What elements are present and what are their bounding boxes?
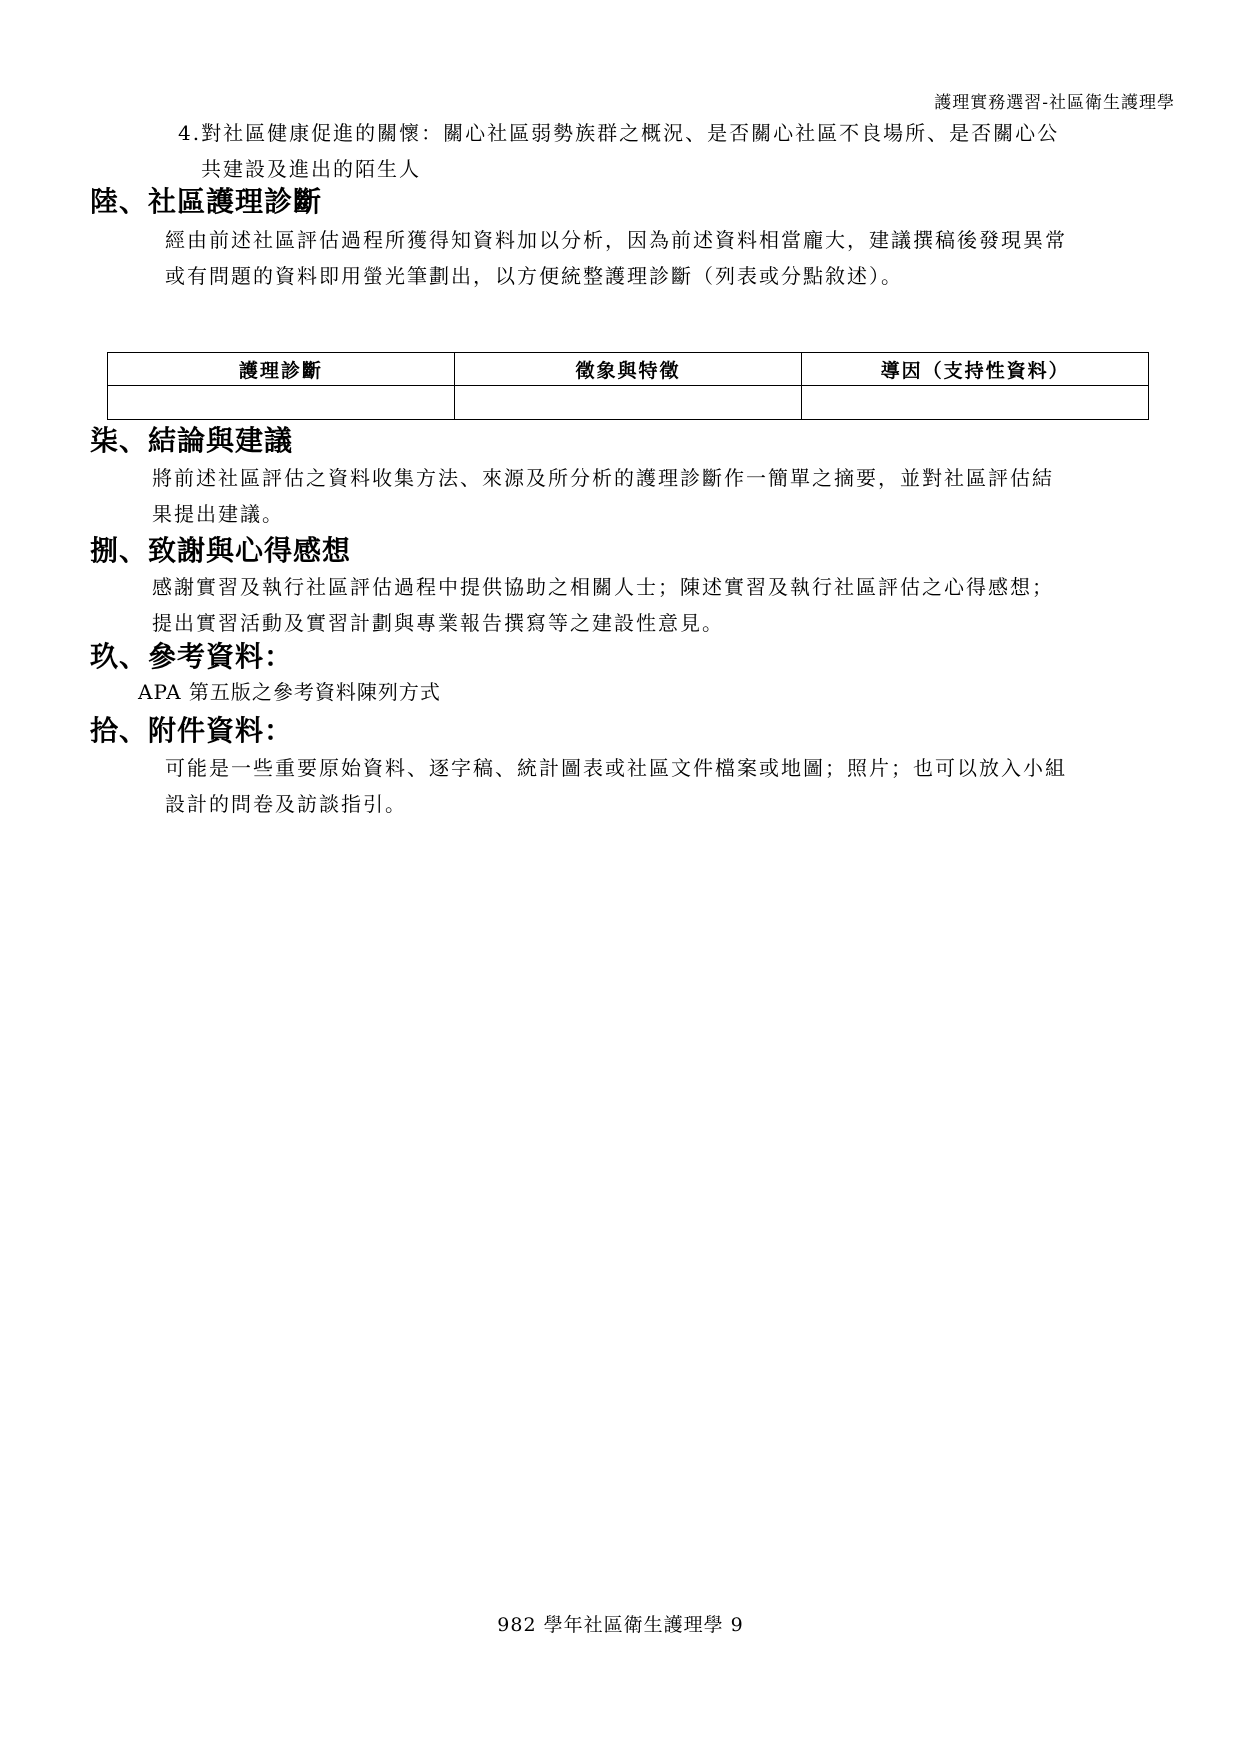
item-4-line-2: 共建設及進出的陌生人 — [201, 157, 421, 181]
table-row — [108, 386, 1149, 420]
section-9-body — [138, 674, 738, 710]
table-cell-signs[interactable] — [454, 386, 802, 420]
section-8-line-2: 提出實習活動及實習計劃與專業報告撰寫等之建設性意見。 — [152, 611, 724, 635]
section-6-line-1: 經由前述社區評估過程所獲得知資料加以分析，因為前述資料相當龐大，建議撰稿後發現異常 — [165, 228, 1067, 252]
running-header: 護理實務選習-社區衛生護理學 — [934, 93, 1175, 113]
item-4-line-1: 4.對社區健康促進的關懷：關心社區弱勢族群之概況、是否關心社區不良場所、是否關心公 — [178, 121, 1060, 145]
section-7-heading: 柒、結論與建議 — [90, 424, 294, 457]
section-7-line-1: 將前述社區評估之資料收集方法、來源及所分析的護理診斷作一簡單之摘要，並對社區評估結 — [152, 466, 1054, 490]
page-footer: 982 學年社區衛生護理學 9 — [497, 1614, 744, 1636]
section-10-body — [165, 750, 1185, 822]
header-nursing-diagnosis: 護理診斷 — [108, 353, 455, 386]
table-header-row — [108, 353, 1149, 386]
header-signs-and-symptoms: 徵象與特徵 — [454, 353, 802, 386]
header-causes-supporting-data: 導因（支持性資料） — [802, 353, 1149, 386]
section-8-line-1: 感謝實習及執行社區評估過程中提供協助之相關人士；陳述實習及執行社區評估之心得感想； — [152, 575, 1054, 599]
section-7-body — [152, 460, 1182, 532]
section-10-heading: 拾、附件資料： — [90, 714, 294, 747]
section-8-body — [152, 569, 1182, 641]
section-6-body — [165, 222, 1185, 294]
nursing-diagnosis-table — [107, 352, 1149, 420]
section-7-line-2: 果提出建議。 — [152, 502, 284, 526]
section-6-heading: 陸、社區護理診斷 — [90, 185, 323, 218]
table-cell-diagnosis[interactable] — [108, 386, 455, 420]
section-9-heading: 玖、參考資料： — [90, 640, 294, 673]
item-4-paragraph — [178, 115, 1178, 187]
section-6-line-2: 或有問題的資料即用螢光筆劃出，以方便統整護理診斷（列表或分點敘述）。 — [165, 264, 903, 288]
section-8-heading: 捌、致謝與心得感想 — [90, 534, 352, 567]
section-10-line-1: 可能是一些重要原始資料、逐字稿、統計圖表或社區文件檔案或地圖；照片；也可以放入小組 — [165, 756, 1067, 780]
section-9-line-1: APA 第五版之參考資料陳列方式 — [138, 680, 441, 704]
section-10-line-2: 設計的問卷及訪談指引。 — [165, 792, 407, 816]
table-cell-causes[interactable] — [802, 386, 1149, 420]
